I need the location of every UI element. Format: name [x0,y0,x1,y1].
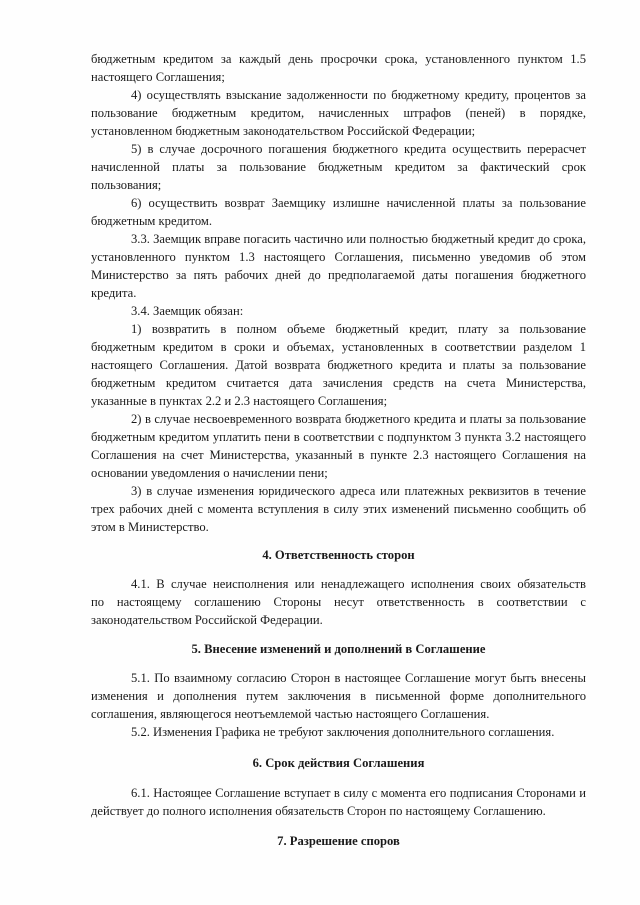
text-line: 1) возвратить в полном объеме бюджетный кредит, плату за пользование [131,322,586,336]
section-heading: 4. Ответственность сторон [262,548,415,562]
text-line: трех рабочих дней с момента вступления в силу этих изменений письменно сообщить об [91,502,586,516]
text-line: настоящего Соглашения. Датой возврата бюджетного кредита и платы за пользование [91,358,586,372]
text-line: бюджетным кредитом в сроки и объемах, установленных в соответствии разделом 1 [91,340,586,354]
text-line: бюджетным кредитом уплатить пени в соответствии с подпунктом 3 пункта 3.2 настоящего [91,430,586,444]
text-line: соглашения, являющегося неотъемлемой частью настоящего Соглашения. [91,707,490,721]
text-line: настоящего Соглашения; [91,70,225,84]
section-heading: 6. Срок действия Соглашения [252,756,425,770]
text-line: этом в Министерство. [91,520,209,534]
text-line: 3.3. Заемщик вправе погасить частично или полностью бюджетный кредит до срока, [131,232,586,246]
text-line: действует до полного исполнения обязательств Сторон по настоящему Соглашению. [91,804,546,818]
text-line: пользование бюджетным кредитом, начисленных штрафов (пеней) в порядке, [91,106,586,120]
text-line: 3) в случае изменения юридического адреса или платежных реквизитов в течение [131,484,586,498]
section-heading: 5. Внесение изменений и дополнений в Соглашение [191,642,486,656]
text-line: 6.1. Настоящее Соглашение вступает в силу с момента его подписания Сторонами и [131,786,586,800]
text-line: 4) осуществлять взыскание задолженности по бюджетному кредиту, процентов за [131,88,586,102]
text-line: пользования; [91,178,162,192]
text-line: 5.2. Изменения Графика не требуют заключения дополнительного соглашения. [131,725,555,739]
text-line: по настоящему соглашению Стороны несут ответственность в соответствии с [91,595,586,609]
text-line: бюджетным кредитом. [91,214,213,228]
text-line: законодательством Российской Федерации. [91,613,323,627]
text-line: начисленной платы за пользование бюджетным кредитом за фактический срок [91,160,586,174]
text-line: бюджетным кредитом за каждый день просрочки срока, установленного пунктом 1.5 [91,52,586,66]
text-line: 3.4. Заемщик обязан: [131,304,244,318]
text-line: кредита. [91,286,137,300]
text-line: 5) в случае досрочного погашения бюджетного кредита осуществить перерасчет [131,142,586,156]
section-heading: 7. Разрешение споров [277,834,400,848]
text-line: Министерство за пять рабочих дней до предполагаемой даты погашения бюджетного [91,268,586,282]
text-line: Соглашения на счет Министерства, указанный в пункте 2.3 настоящего Соглашения на [91,448,586,462]
text-line: 6) осуществить возврат Заемщику излишне начисленной платы за пользование [131,196,586,210]
text-line: установленного пунктом 1.3 настоящего Соглашения, письменно уведомив об этом [91,250,586,264]
text-line: 4.1. В случае неисполнения или ненадлежащего исполнения своих обязательств [131,577,586,591]
text-line: указанные в пунктах 2.2 и 2.3 настоящего Соглашения; [91,394,388,408]
text-line: основании уведомления о начислении пени; [91,466,328,480]
text-line: изменения и дополнения путем заключения в письменной форме дополнительного [91,689,586,703]
text-line: 2) в случае несвоевременного возврата бюджетного кредита и платы за пользование [131,412,586,426]
text-line: бюджетным кредитом считается дата зачисления средств на счета Министерства, [91,376,586,390]
text-line: 5.1. По взаимному согласию Сторон в настоящее Соглашение могут быть внесены [131,671,586,685]
text-line: установленном бюджетным законодательством Российской Федерации; [91,124,476,138]
